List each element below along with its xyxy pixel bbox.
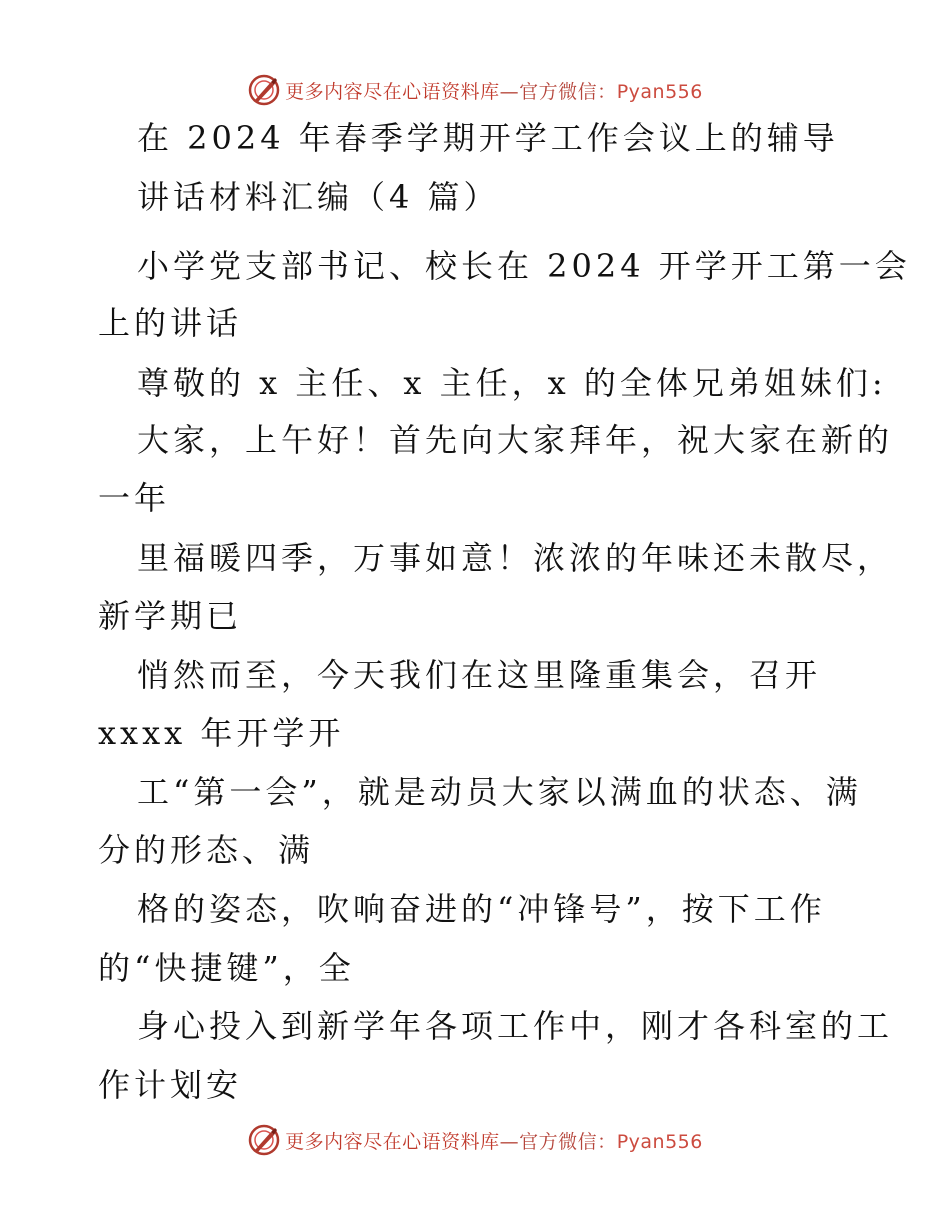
text-line: 大家，上午好！首先向大家拜年，祝大家在新的 (137, 421, 894, 459)
text-line: 一年 (98, 479, 171, 517)
watermark-footer (0, 1120, 950, 1160)
text-line: 分的形态、满 (98, 831, 315, 869)
text-line: 作计划安 (98, 1066, 243, 1104)
watermark-text: 更多内容尽在心语资料库 (285, 80, 500, 103)
watermark-wechat-label: 官方微信： (519, 1130, 617, 1153)
text-line: xxxx 年开学开 (98, 714, 345, 752)
text-line: 格的姿态，吹响奋进的“冲锋号”，按下工作 (137, 890, 826, 928)
pen-logo-icon (247, 1123, 281, 1157)
title-line-2: 讲话材料汇编（4 篇） (137, 178, 500, 216)
text-line: 里福暖四季，万事如意！浓浓的年味还未散尽， (137, 539, 894, 577)
text-line: 尊敬的 x 主任、x 主任，x 的全体兄弟姐妹们: (137, 364, 887, 402)
text-line: 身心投入到新学年各项工作中，刚才各科室的工 (137, 1007, 894, 1045)
watermark-account: Pyan556 (616, 1130, 703, 1153)
watermark-wechat-label: 官方微信： (519, 80, 617, 103)
text-line: 工“第一会”，就是动员大家以满血的状态、满 (137, 773, 862, 811)
text-line: 的“快捷键”，全 (98, 949, 355, 987)
text-line: 悄然而至，今天我们在这里隆重集会，召开 (137, 656, 822, 694)
watermark-dash: — (499, 80, 520, 103)
watermark-account: Pyan556 (616, 80, 703, 103)
text-line: 小学党支部书记、校长在 2024 开学开工第一会 (137, 247, 911, 285)
pen-logo-icon (247, 73, 281, 107)
watermark-dash: — (499, 1130, 520, 1153)
text-line: 上的讲话 (98, 304, 243, 342)
text-line: 新学期已 (98, 597, 243, 635)
title-line-1: 在 2024 年春季学期开学工作会议上的辅导 (137, 119, 839, 157)
watermark-text: 更多内容尽在心语资料库 (285, 1130, 500, 1153)
watermark-header (0, 70, 950, 110)
